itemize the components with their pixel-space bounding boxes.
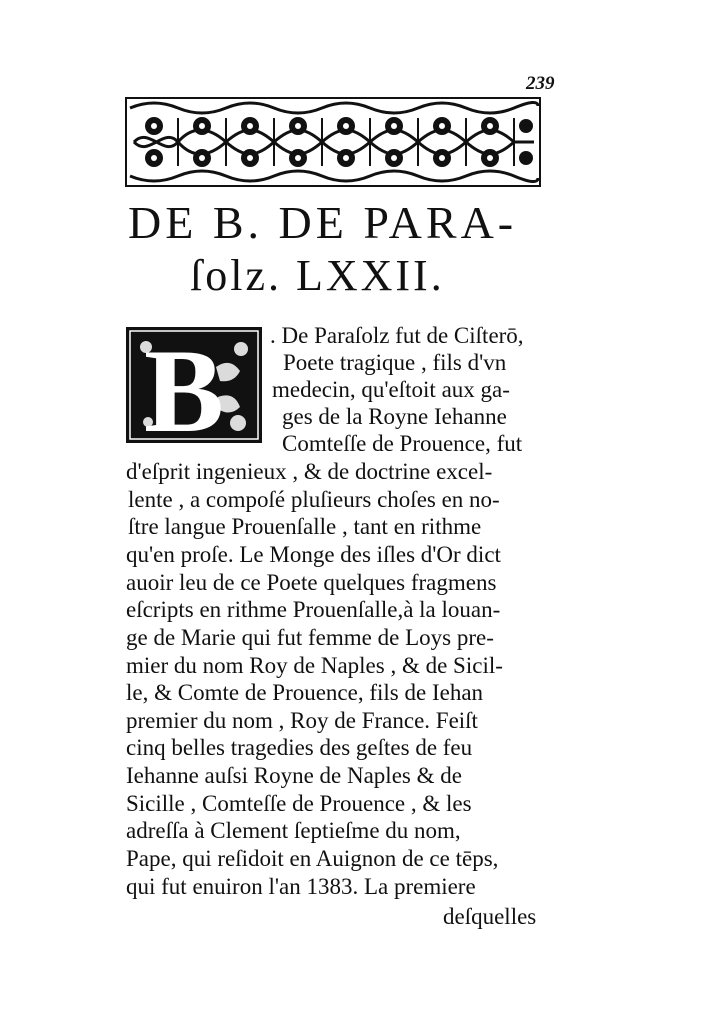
dropcap-letter: B (144, 327, 225, 443)
body-line-18: Sicille , Comteſſe de Prouence , & les (126, 791, 472, 816)
page-number: 239 (526, 73, 555, 94)
body-line-13: mier du nom Roy de Naples , & de Sicil- (126, 653, 503, 678)
body-line-9: qu'en proſe. Le Monge des iſles d'Or dict (126, 542, 501, 567)
decorative-headpiece (124, 96, 542, 188)
body-line-14: le, & Comte de Prouence, fils de Iehan (126, 680, 484, 705)
body-line-3: medecin, qu'eſtoit aux ga- (272, 377, 510, 402)
body-line-20: Pape, qui reſidoit en Auignon de ce tēps, (126, 846, 499, 871)
body-line-2: Poete tragique , fils d'vn (283, 350, 507, 375)
body-line-1: . De Paraſolz fut de Ciſterō, (270, 323, 524, 348)
body-line-15: premier du nom , Roy de France. Feiſt (126, 708, 478, 733)
body-line-17: Iehanne auſsi Royne de Naples & de (126, 763, 462, 788)
body-line-11: eſcripts en rithme Prouenſalle,à la louan- (126, 597, 501, 622)
body-line-4: ges de la Royne Iehanne (282, 404, 507, 429)
chapter-heading-line2: ſolz. LXXII. (190, 251, 445, 300)
body-line-8: ſtre langue Prouenſalle , tant en rithme (128, 514, 482, 539)
catchword: deſquelles (443, 904, 537, 929)
body-line-19: adreſſa à Clement ſeptieſme du nom, (126, 818, 461, 843)
body-line-16: cinq belles tragedies des geſtes de feu (126, 735, 473, 760)
chapter-heading-line1: DE B. DE PARA- (128, 197, 518, 248)
body-line-12: ge de Marie qui fut femme de Loys pre- (126, 625, 494, 650)
body-line-10: auoir leu de ce Poete quelques fragmens (126, 570, 497, 595)
body-line-5: Comteſſe de Prouence, fut (282, 431, 523, 456)
body-line-6: d'eſprit ingenieux , & de doctrine excel- (126, 459, 493, 484)
body-line-7: lente , a compoſé pluſieurs choſes en no- (128, 487, 500, 512)
body-line-21: qui fut enuiron l'an 1383. La premiere (126, 874, 476, 899)
decorated-initial-b (126, 327, 262, 443)
